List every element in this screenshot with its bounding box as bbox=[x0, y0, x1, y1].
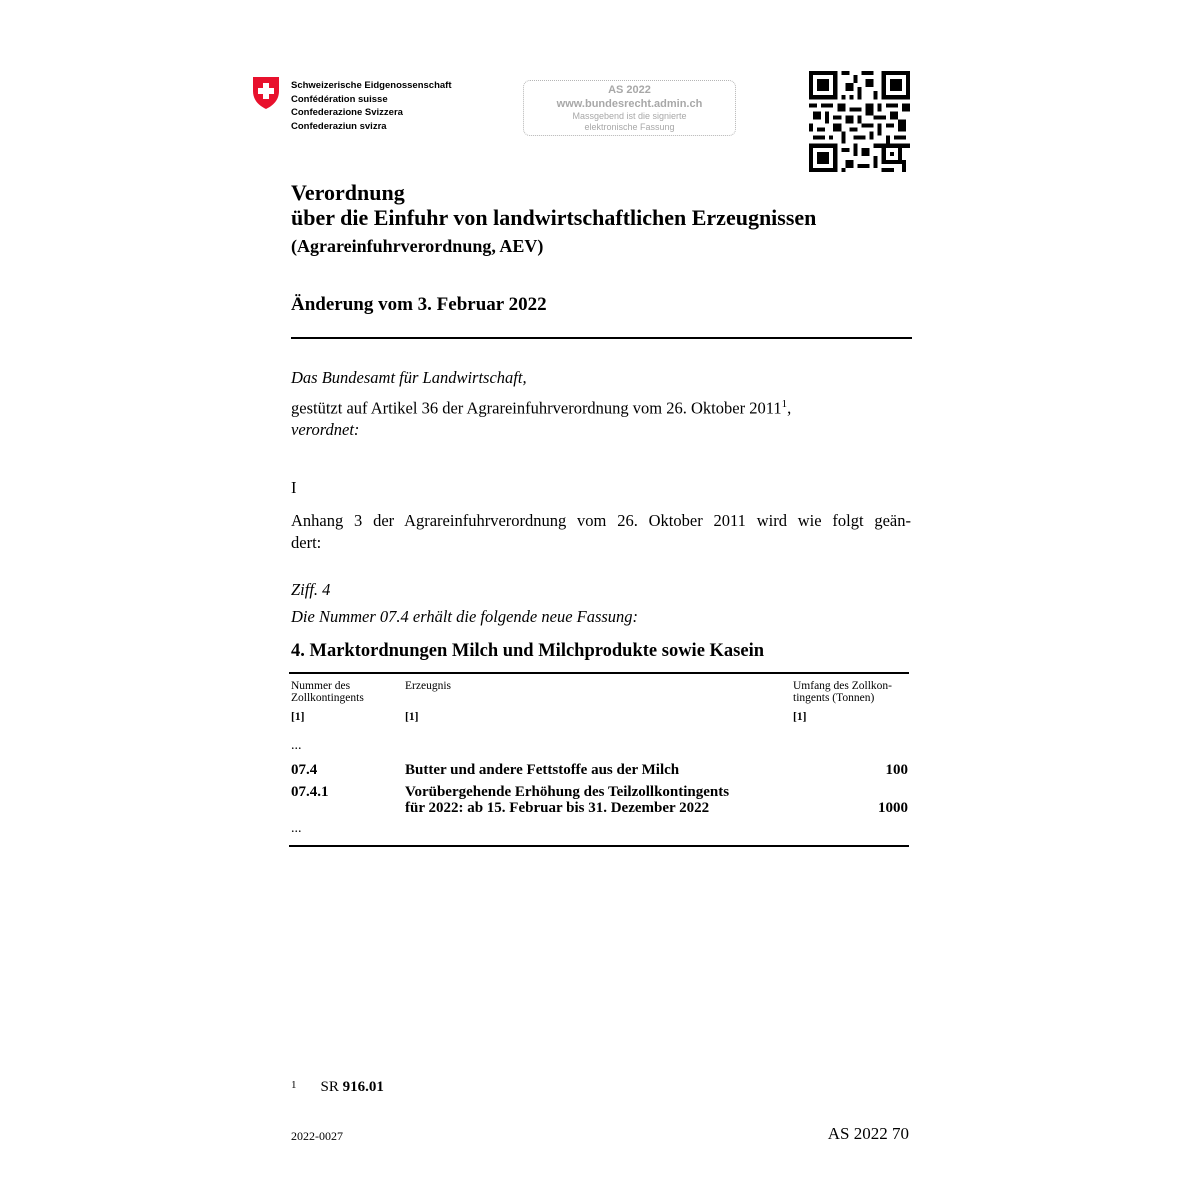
row-1-volume: 100 bbox=[885, 762, 908, 778]
stamp-line-3: Massgebend ist die signierte bbox=[572, 111, 687, 121]
footnote bbox=[291, 1079, 384, 1096]
legal-basis-text: gestützt auf Artikel 36 der Agrareinfuhrverordnung vom 26. Oktober 2011 bbox=[291, 398, 782, 418]
col-header-number: Nummer des Zollkontingents bbox=[291, 680, 364, 704]
table-bottom-rule bbox=[289, 845, 909, 847]
footnote-ref[interactable]: 1 bbox=[781, 398, 788, 410]
row-1-product: Butter und andere Fettstoffe aus der Milch bbox=[405, 762, 680, 778]
section-numeral: I bbox=[291, 478, 297, 497]
title-line-1: Verordnung bbox=[291, 180, 405, 205]
annex-heading: 4. Marktordnungen Milch und Milchprodukte sowie Kasein bbox=[291, 641, 765, 661]
official-publication-stamp bbox=[523, 80, 736, 136]
issuing-authority: Das Bundesamt für Landwirtschaft, bbox=[291, 368, 527, 387]
col-header-volume: Umfang des Zollkon-tingents (Tonnen) bbox=[793, 680, 893, 704]
row-2-number: 07.4.1 bbox=[291, 784, 329, 800]
col-ref-product: [1] bbox=[405, 711, 419, 723]
legal-basis bbox=[291, 393, 791, 420]
footnote-prefix: SR bbox=[320, 1079, 343, 1095]
qr-code-icon bbox=[809, 71, 910, 172]
decree-word: verordnet: bbox=[291, 420, 360, 439]
footnote-mark: 1 bbox=[291, 1079, 297, 1091]
amendment-date: Änderung vom 3. Februar 2022 bbox=[291, 294, 547, 315]
stamp-line-4: elektronische Fassung bbox=[584, 122, 675, 132]
footnote-sr-number[interactable]: 916.01 bbox=[342, 1079, 384, 1095]
page-reference: AS 2022 70 bbox=[827, 1124, 909, 1143]
col-header-product: Erzeugnis bbox=[405, 680, 451, 692]
section-text-line-1: Anhang 3 der Agrareinfuhrverordnung vom 26. Oktober 2011 wird wie folgt geän- bbox=[291, 511, 911, 530]
row-2-volume: 1000 bbox=[878, 800, 908, 816]
title-line-2: über die Einfuhr von landwirtschaftlichen Erzeugnissen bbox=[291, 205, 817, 230]
legal-basis-end: , bbox=[787, 398, 792, 418]
row-2-product-line-2: für 2022: ab 15. Februar bis 31. Dezember 2022 bbox=[405, 800, 710, 816]
row-2-product-line-1: Vorübergehende Erhöhung des Teilzollkontingents bbox=[405, 784, 730, 800]
swiss-cross-shield-icon bbox=[252, 76, 280, 110]
document-title bbox=[291, 180, 816, 230]
table-ellipsis-top: ... bbox=[291, 738, 302, 753]
ziff-label: Ziff. 4 bbox=[291, 580, 331, 599]
document-number: 2022-0027 bbox=[291, 1129, 343, 1143]
table-ellipsis-bottom: ... bbox=[291, 821, 302, 836]
row-1-number: 07.4 bbox=[291, 762, 318, 778]
title-divider bbox=[291, 337, 912, 339]
row-2-product bbox=[405, 784, 729, 816]
stamp-line-1: AS 2022 bbox=[608, 84, 651, 96]
section-text-line-2: dert: bbox=[291, 533, 322, 552]
federation-name-rm: Confederaziun svizra bbox=[291, 120, 387, 132]
amendment-instruction: Die Nummer 07.4 erhält die folgende neue Fassung: bbox=[291, 607, 639, 626]
document-short-title: (Agrareinfuhrverordnung, AEV) bbox=[291, 236, 544, 256]
col-ref-number: [1] bbox=[291, 711, 305, 723]
table-top-rule bbox=[289, 672, 909, 674]
federation-name-de: Schweizerische Eidgenossenschaft bbox=[291, 80, 452, 91]
col-ref-volume: [1] bbox=[793, 711, 807, 723]
section-text bbox=[291, 510, 911, 554]
federation-name-it: Confederazione Svizzera bbox=[291, 107, 403, 118]
stamp-url[interactable]: www.bundesrecht.admin.ch bbox=[556, 98, 703, 110]
federation-name-fr: Confédération suisse bbox=[291, 93, 388, 105]
federation-names bbox=[291, 79, 452, 133]
